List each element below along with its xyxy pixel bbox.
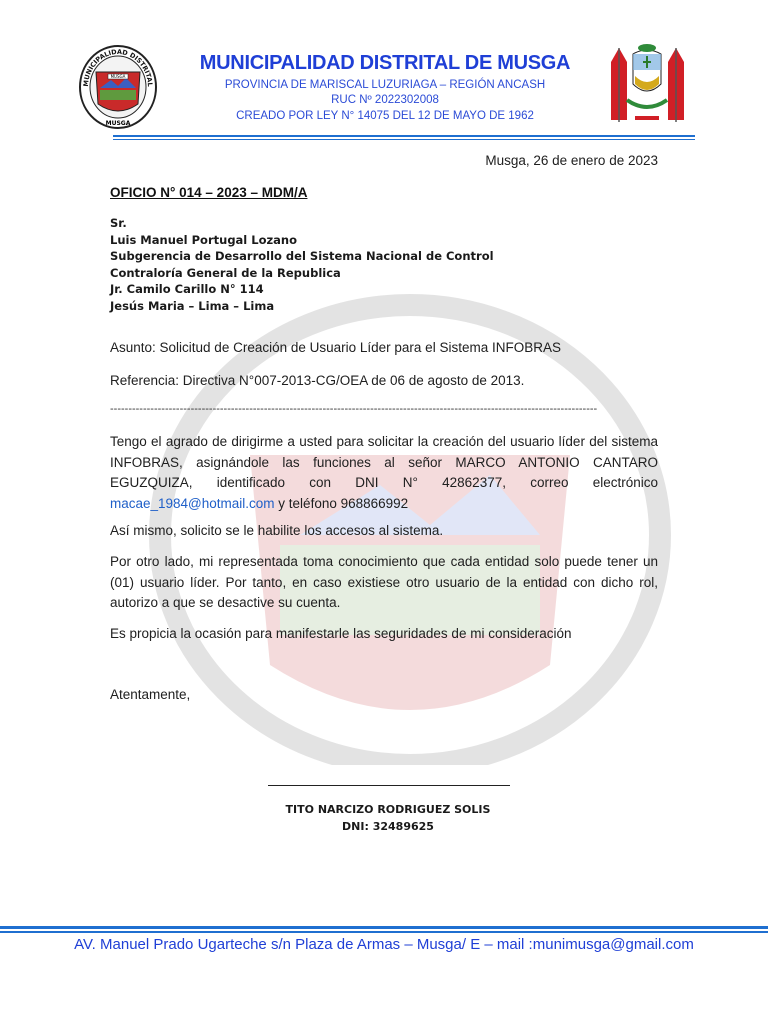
signer-name: TITO NARCIZO RODRIGUEZ SOLIS (285, 803, 491, 816)
signature-line (268, 785, 510, 786)
recipient-entity: Contraloría General de la Republica (110, 265, 341, 280)
footer-rule-thin (0, 931, 768, 933)
recipient-city: Jesús Maria – Lima – Lima (110, 298, 275, 313)
signer-dni: DNI: 32489625 (342, 820, 434, 833)
ruc-line: RUC Nº 2022302008 (331, 94, 439, 106)
body-paragraph-1-tail: y teléfono 968866992 (274, 495, 409, 511)
recipient-block (110, 215, 494, 314)
body-paragraph-3: Por otro lado, mi representada toma conocimiento que cada entidad solo puede tener un (01) usuario líder. Por tanto, en caso existiese otro usuario de la entidad con dicho rol, autorizo a que se desactive su cuenta. (110, 554, 658, 610)
footer-address: AV. Manuel Prado Ugarteche s/n Plaza de Armas – Musga/ E – mail :munimusga@gmail.com (74, 936, 694, 953)
seal-bottom-text: MUSGA (105, 120, 131, 127)
header-rule (113, 135, 695, 137)
letter-date: Musga, 26 de enero de 2023 (485, 153, 658, 168)
footer-rule (0, 926, 768, 929)
letter-reference: Referencia: Directiva N°007-2013-CG/OEA de 06 de agosto de 2013. (110, 373, 525, 388)
body-paragraph-4: Es propicia la ocasión para manifestarle las seguridades de mi consideración (110, 626, 572, 641)
creation-law-line: CREADO POR LEY N° 14075 DEL 12 DE MAYO DE 1962 (236, 110, 534, 122)
oficio-number: OFICIO N° 014 – 2023 – MDM/A (110, 185, 308, 200)
letter-subject: Asunto: Solicitud de Creación de Usuario Líder para el Sistema INFOBRAS (110, 340, 561, 355)
divider-line: ------------------------------------------------------------------------------------------------------------------------------------- (110, 403, 598, 415)
email-link[interactable]: macae_1984@hotmail.com (110, 495, 275, 511)
seal-arc-text: MUNICIPALIDAD DISTRITAL (81, 47, 155, 87)
province-region-line: PROVINCIA DE MARISCAL LUZURIAGA – REGIÓN ANCASH (224, 79, 546, 91)
recipient-street: Jr. Camilo Carillo N° 114 (110, 282, 264, 296)
header-rule-thin (113, 139, 695, 140)
closing-salutation: Atentamente, (110, 687, 191, 702)
body-paragraph-1-text: Tengo el agrado de dirigirme a usted para solicitar la creación del usuario líder del sistema INFOBRAS, asignándole las funciones al señor MARCO ANTONIO CANTARO EGUZQUIZA, identificado con DNI N° 42862377, correo electrónico (110, 434, 658, 490)
body-paragraph-2: Así mismo, solicito se le habilite los accesos al sistema. (110, 523, 444, 538)
recipient-name: Luis Manuel Portugal Lozano (110, 232, 298, 247)
municipal-seal-logo (78, 44, 158, 130)
body-paragraph-1 (110, 432, 658, 514)
seal-inner-text: MUSGA (110, 74, 126, 79)
recipient-salutation: Sr. (110, 216, 127, 230)
recipient-office: Subgerencia de Desarrollo del Sistema Nacional de Control (110, 249, 494, 263)
municipality-title: MUNICIPALIDAD DISTRITAL DE MUSGA (199, 52, 571, 74)
